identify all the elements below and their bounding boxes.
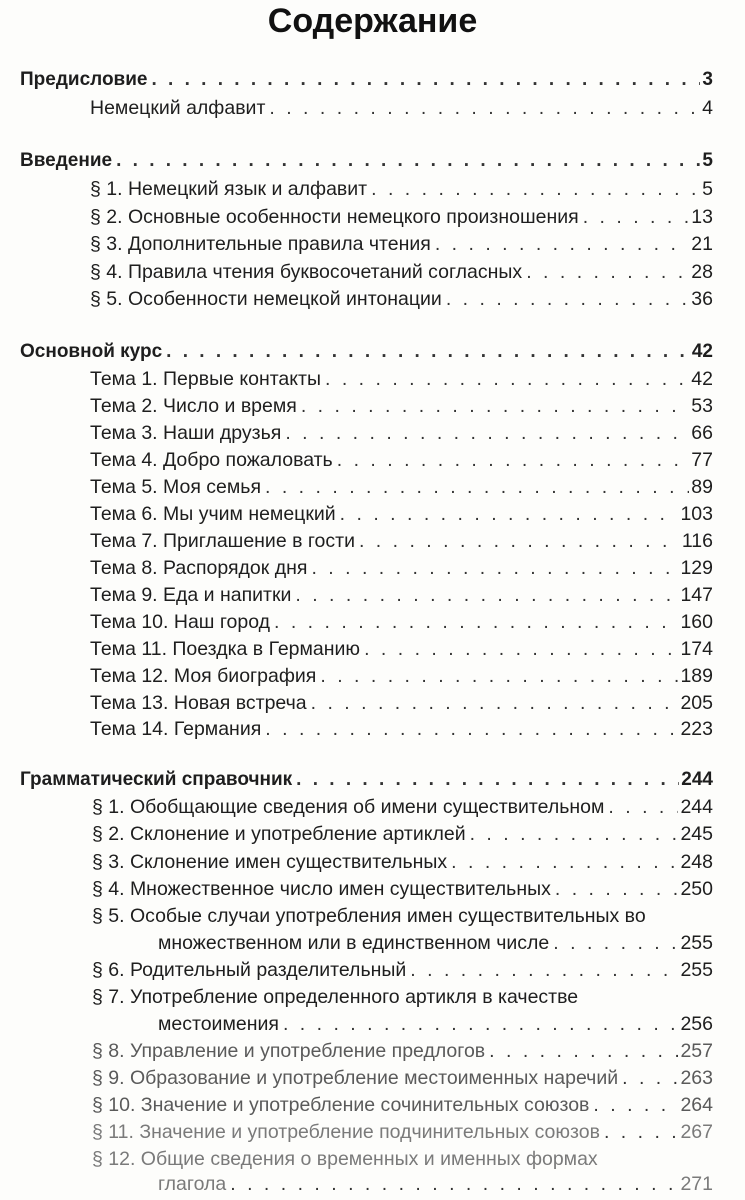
- toc-page-number: 66: [691, 422, 713, 444]
- toc-entry[interactable]: [158, 1170, 713, 1198]
- toc-section-main-course[interactable]: [20, 338, 713, 366]
- toc-label: множественном или в единственном числе: [158, 932, 550, 954]
- leader-dots: [622, 1064, 678, 1092]
- toc-page-number: 129: [680, 557, 713, 579]
- toc-page-number: 189: [680, 665, 713, 687]
- toc-entry[interactable]: [92, 1118, 713, 1146]
- toc-page-number: 53: [691, 395, 713, 417]
- toc-entry[interactable]: [158, 929, 713, 957]
- toc-label: Тема 4. Добро пожаловать: [90, 449, 333, 471]
- leader-dots: [311, 689, 679, 717]
- toc-page-number: 174: [680, 638, 713, 660]
- toc-page-number: 250: [680, 878, 713, 900]
- toc-page-number: 263: [680, 1067, 713, 1089]
- toc-page-number: 267: [680, 1121, 713, 1143]
- toc-page-number: 3: [702, 69, 713, 90]
- toc-label: Тема 9. Еда и напитки: [90, 584, 292, 606]
- leader-dots: [593, 1091, 678, 1119]
- toc-page-number: 77: [691, 449, 713, 471]
- toc-label: Тема 7. Приглашение в гости: [90, 530, 355, 552]
- toc-entry[interactable]: [92, 1064, 713, 1092]
- toc-label: Тема 12. Моя биография: [90, 665, 317, 687]
- toc-page-number: 147: [680, 584, 713, 606]
- toc-section-preface[interactable]: [20, 66, 713, 94]
- leader-dots: [364, 635, 678, 663]
- toc-entry[interactable]: [92, 848, 713, 876]
- toc-entry[interactable]: [92, 875, 713, 903]
- toc-page-number: 255: [680, 959, 713, 981]
- toc-entry[interactable]: [92, 1091, 713, 1119]
- toc-label: Грамматический справочник: [20, 769, 293, 790]
- toc-page-number: 42: [691, 341, 713, 362]
- toc-label: § 10. Значение и употребление сочинительных союзов: [92, 1094, 590, 1116]
- leader-dots: [274, 608, 678, 636]
- toc-section-introduction[interactable]: [20, 147, 713, 175]
- toc-entry[interactable]: [92, 820, 713, 848]
- leader-dots: [325, 365, 689, 393]
- toc-page-number: 244: [681, 769, 713, 790]
- leader-dots: [470, 820, 679, 848]
- leader-dots: [269, 94, 700, 122]
- leader-dots: [311, 554, 678, 582]
- leader-dots: [555, 875, 679, 903]
- toc-label: Тема 3. Наши друзья: [90, 422, 282, 444]
- toc-label: Тема 1. Первые контакты: [90, 368, 321, 390]
- toc-entry[interactable]: [90, 203, 713, 231]
- toc-entry[interactable]: [90, 446, 713, 474]
- toc-label: § 3. Дополнительные правила чтения: [90, 233, 431, 255]
- leader-dots: [230, 1170, 678, 1198]
- leader-dots: [265, 715, 678, 743]
- leader-dots: [116, 147, 700, 175]
- toc-label: Тема 11. Поездка в Германию: [90, 638, 361, 660]
- toc-entry[interactable]: [90, 554, 713, 582]
- leader-dots: [337, 446, 690, 474]
- toc-label-line1: § 5. Особые случаи употребления имен существительных во: [92, 905, 646, 927]
- toc-page-number: 89: [691, 476, 713, 498]
- toc-entry[interactable]: [158, 1010, 713, 1038]
- toc-page-number: 13: [691, 206, 713, 228]
- toc-label: Введение: [20, 150, 113, 171]
- toc-entry[interactable]: [92, 956, 713, 984]
- toc-entry[interactable]: [90, 527, 713, 555]
- leader-dots: [608, 793, 678, 821]
- toc-label: § 1. Немецкий язык и алфавит: [90, 178, 368, 200]
- toc-page-number: 245: [680, 823, 713, 845]
- toc-entry[interactable]: [90, 662, 713, 690]
- toc-label: § 11. Значение и употребление подчинительных союзов: [92, 1121, 600, 1143]
- toc-page-number: 205: [680, 692, 713, 714]
- toc-entry[interactable]: [90, 258, 713, 286]
- toc-label: § 4. Правила чтения буквосочетаний согласных: [90, 261, 523, 283]
- leader-dots: [371, 175, 700, 203]
- leader-dots: [320, 662, 678, 690]
- toc-page-number: 248: [680, 851, 713, 873]
- leader-dots: [526, 258, 689, 286]
- toc-entry[interactable]: [90, 419, 713, 447]
- toc-page-number: 256: [680, 1013, 713, 1035]
- leader-dots: [451, 848, 678, 876]
- toc-label: § 3. Склонение имен существительных: [92, 851, 448, 873]
- toc-page-number: 28: [691, 261, 713, 283]
- leader-dots: [296, 766, 679, 794]
- toc-page-number: 42: [691, 368, 713, 390]
- leader-dots: [265, 473, 689, 501]
- toc-page-number: 116: [681, 530, 713, 552]
- toc-label: Тема 2. Число и время: [90, 395, 297, 417]
- toc-page-number: 36: [691, 288, 713, 310]
- toc-label: § 2. Склонение и употребление артиклей: [92, 823, 466, 845]
- toc-label-line1: § 12. Общие сведения о временных и именных формах: [92, 1148, 598, 1170]
- toc-page-number: 223: [680, 718, 713, 740]
- toc-page-number: 255: [680, 932, 713, 954]
- toc-label: § 8. Управление и употребление предлогов: [92, 1040, 486, 1062]
- toc-label: § 9. Образование и употребление местоименных наречий: [92, 1067, 619, 1089]
- toc-page-number: 244: [680, 796, 713, 818]
- leader-dots: [283, 1010, 679, 1038]
- toc-page-number: 160: [680, 611, 713, 633]
- toc-label: Тема 10. Наш город: [90, 611, 271, 633]
- leader-dots: [410, 956, 678, 984]
- leader-dots: [583, 203, 690, 231]
- toc-entry[interactable]: [90, 581, 713, 609]
- page-title: Содержание: [267, 2, 478, 40]
- toc-label: Тема 5. Моя семья: [90, 476, 262, 498]
- toc-entry[interactable]: [90, 285, 713, 313]
- toc-entry[interactable]: [90, 230, 713, 258]
- toc-entry[interactable]: [90, 94, 713, 122]
- toc-label: Тема 13. Новая встреча: [90, 692, 307, 714]
- toc-label: Немецкий алфавит: [90, 97, 266, 119]
- leader-dots: [489, 1037, 678, 1065]
- toc-label: § 4. Множественное число имен существительных: [92, 878, 551, 900]
- toc-entry[interactable]: [90, 608, 713, 636]
- leader-dots: [166, 338, 690, 366]
- toc-entry[interactable]: [90, 500, 713, 528]
- leader-dots: [340, 500, 679, 528]
- toc-page-number: 103: [680, 503, 713, 525]
- toc-section-grammar-reference[interactable]: [20, 766, 713, 794]
- toc-entry[interactable]: [90, 392, 713, 420]
- leader-dots: [553, 929, 678, 957]
- toc-entry[interactable]: [92, 1037, 713, 1065]
- toc-entry[interactable]: [90, 175, 713, 203]
- toc-label: Тема 8. Распорядок дня: [90, 557, 308, 579]
- toc-entry[interactable]: [90, 689, 713, 717]
- leader-dots: [604, 1118, 679, 1146]
- toc-label: глагола: [158, 1173, 227, 1195]
- toc-label: местоимения: [158, 1013, 279, 1035]
- toc-label: Предисловие: [20, 69, 148, 90]
- toc-page-number: 257: [680, 1040, 713, 1062]
- toc-entry[interactable]: [90, 473, 713, 501]
- toc-label: § 2. Основные особенности немецкого произношения: [90, 206, 579, 228]
- toc-page-number: 5: [702, 178, 713, 200]
- leader-dots: [285, 419, 689, 447]
- leader-dots: [446, 285, 689, 313]
- toc-entry[interactable]: [90, 715, 713, 743]
- leader-dots: [295, 581, 678, 609]
- toc-label-line1: § 7. Употребление определенного артикля в качестве: [92, 986, 579, 1008]
- toc-entry[interactable]: [92, 793, 713, 821]
- toc-page-number: 21: [691, 233, 713, 255]
- toc-page-number: 271: [680, 1173, 713, 1195]
- leader-dots: [301, 392, 689, 420]
- toc-label: § 1. Обобщающие сведения об имени существительном: [92, 796, 605, 818]
- leader-dots: [152, 66, 701, 94]
- toc-page-number: 5: [702, 150, 713, 171]
- toc-entry[interactable]: [90, 365, 713, 393]
- toc-page-number: 264: [680, 1094, 713, 1116]
- toc-page-number: 4: [702, 97, 713, 119]
- toc-label: Основной курс: [20, 341, 163, 362]
- toc-label: Тема 14. Германия: [90, 718, 262, 740]
- toc-label: § 5. Особенности немецкой интонации: [90, 288, 442, 310]
- toc-label: § 6. Родительный разделительный: [92, 959, 407, 981]
- toc-entry[interactable]: [90, 635, 713, 663]
- leader-dots: [359, 527, 680, 555]
- leader-dots: [435, 230, 689, 258]
- toc-label: Тема 6. Мы учим немецкий: [90, 503, 336, 525]
